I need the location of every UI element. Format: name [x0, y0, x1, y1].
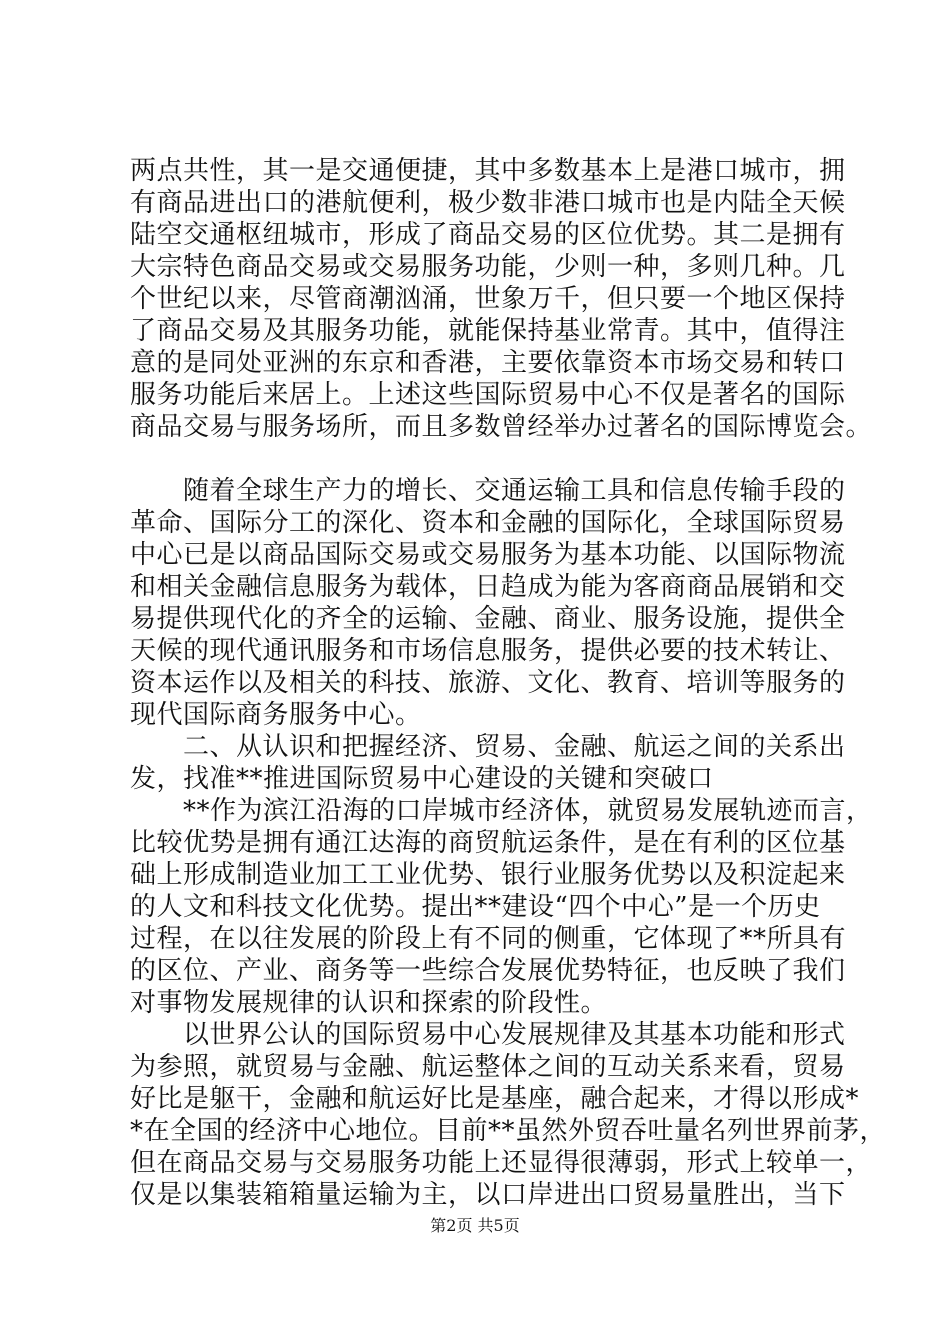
text-line: 的人文和科技文化优势。提出**建设“四个中心”是一个历史: [130, 892, 821, 922]
text-line: 大宗特色商品交易或交易服务功能，少则一种，多则几种。几: [130, 252, 846, 282]
text-line: 中心已是以商品国际交易或交易服务为基本功能、以国际物流: [130, 540, 846, 570]
text-line: 的区位、产业、商务等一些综合发展优势特征，也反映了我们: [130, 956, 846, 986]
text-line: 对事物发展规律的认识和探索的阶段性。: [130, 988, 608, 1018]
text-line: **作为滨江沿海的口岸城市经济体，就贸易发展轨迹而言，: [130, 796, 873, 826]
text-line: 意的是同处亚洲的东京和香港，主要依靠资本市场交易和转口: [130, 348, 846, 378]
paragraph-4: [130, 1019, 887, 1211]
page-footer: [0, 1216, 950, 1236]
text-line: 和相关金融信息服务为载体，日趋成为能为客商商品展销和交: [130, 572, 846, 602]
text-line: 随着全球生产力的增长、交通运输工具和信息传输手段的: [130, 476, 846, 506]
text-line: 以世界公认的国际贸易中心发展规律及其基本功能和形式: [130, 1020, 846, 1050]
heading-line: 二、从认识和把握经济、贸易、金融、航运之间的关系出: [130, 732, 846, 762]
text-line: *在全国的经济中心地位。目前**虽然外贸吞吐量名列世界前茅，: [130, 1116, 887, 1146]
text-line: 但在商品交易与交易服务功能上还显得很薄弱，形式上较单一，: [130, 1148, 873, 1178]
text-line: 个世纪以来，尽管商潮汹涌，世象万千，但只要一个地区保持: [130, 284, 846, 314]
paragraph-3: [130, 795, 873, 1019]
paragraph-spacer: [130, 443, 835, 475]
text-line: 现代国际商务服务中心。: [130, 700, 422, 730]
text-line: 两点共性，其一是交通便捷，其中多数基本上是港口城市，拥: [130, 156, 846, 186]
text-line: 天候的现代通讯服务和市场信息服务，提供必要的技术转让、: [130, 636, 846, 666]
paragraph-1: [130, 155, 873, 443]
text-line: 过程，在以往发展的阶段上有不同的侧重，它体现了**所具有: [130, 924, 847, 954]
text-line: 仅是以集装箱箱量运输为主，以口岸进出口贸易量胜出，当下: [130, 1180, 846, 1210]
text-line: 服务功能后来居上。上述这些国际贸易中心不仅是著名的国际: [130, 380, 846, 410]
text-line: 好比是躯干，金融和航运好比是基座，融合起来，才得以形成*: [130, 1084, 860, 1114]
text-line: 革命、国际分工的深化、资本和金融的国际化，全球国际贸易: [130, 508, 846, 538]
paragraph-2: [130, 475, 846, 731]
text-line: 比较优势是拥有通江达海的商贸航运条件，是在有利的区位基: [130, 828, 846, 858]
document-body: [130, 155, 887, 1211]
heading-line: 发，找准**推进国际贸易中心建设的关键和突破口: [130, 764, 714, 794]
text-line: 有商品进出口的港航便利，极少数非港口城市也是内陆全天候: [130, 188, 846, 218]
text-line: 易提供现代化的齐全的运输、金融、商业、服务设施，提供全: [130, 604, 846, 634]
page-indicator: 第2页 共5页: [430, 1216, 520, 1235]
text-line: 商品交易与服务场所，而且多数曾经举办过著名的国际博览会。: [130, 412, 873, 442]
text-line: 陆空交通枢纽城市，形成了商品交易的区位优势。其二是拥有: [130, 220, 846, 250]
text-line: 资本运作以及相关的科技、旅游、文化、教育、培训等服务的: [130, 668, 846, 698]
section-heading-2: [130, 731, 846, 795]
text-line: 础上形成制造业加工工业优势、银行业服务优势以及积淀起来: [130, 860, 846, 890]
text-line: 了商品交易及其服务功能，就能保持基业常青。其中，值得注: [130, 316, 846, 346]
text-line: 为参照，就贸易与金融、航运整体之间的互动关系来看，贸易: [130, 1052, 846, 1082]
